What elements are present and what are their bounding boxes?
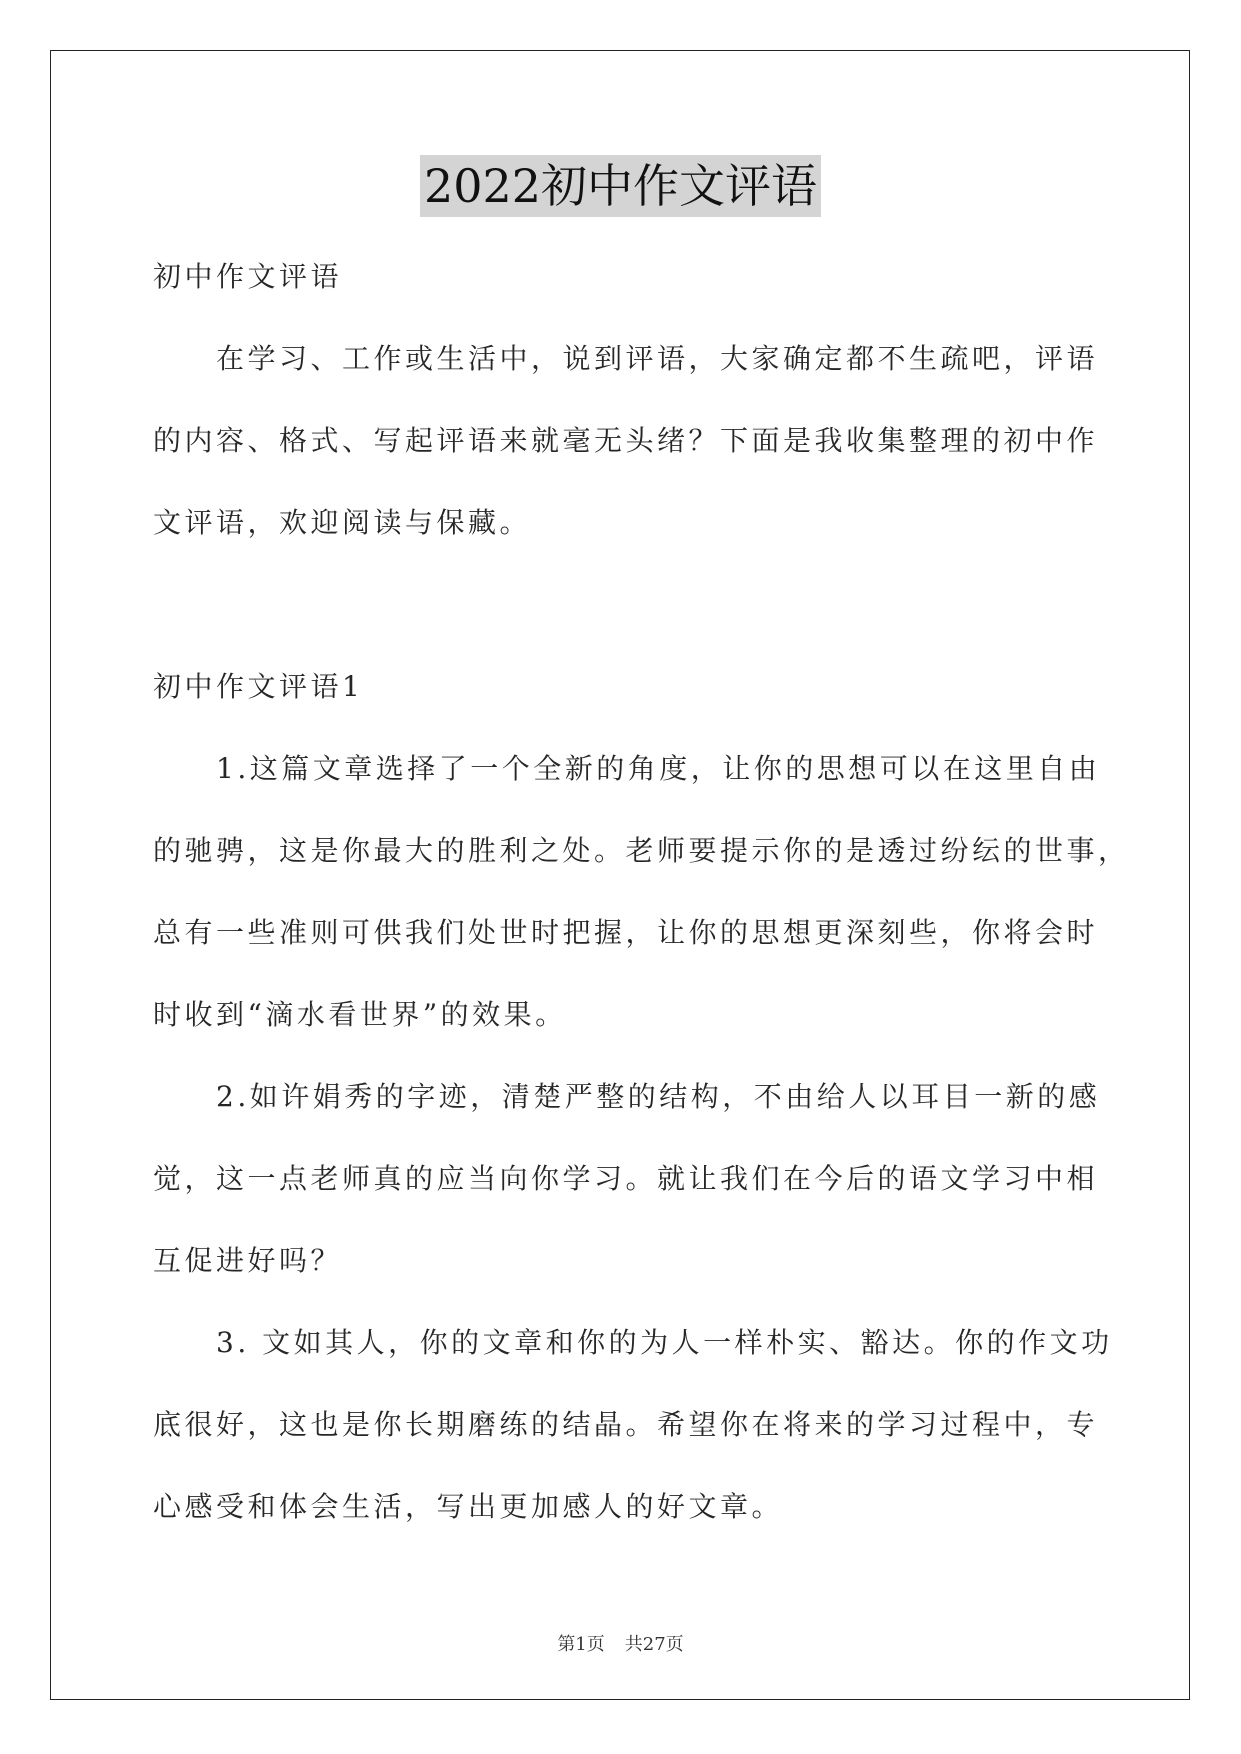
body-line: 互促进好吗？ — [153, 1244, 343, 1277]
body-line: 2.如许娟秀的字迹，清楚严整的结构，不由给人以耳目一新的感 — [153, 1080, 1101, 1113]
section-heading: 初中作文评语1 — [153, 670, 364, 703]
body-line: 的内容、格式、写起评语来就毫无头绪？下面是我收集整理的初中作 — [153, 424, 1099, 457]
page-number: 第1页 — [557, 1634, 605, 1655]
body-line: 文评语，欢迎阅读与保藏。 — [153, 506, 532, 539]
document-body — [153, 236, 1130, 1548]
page-footer — [0, 1630, 1241, 1656]
document-title: 2022初中作文评语 — [420, 155, 821, 217]
body-line: 3. 文如其人，你的文章和你的为人一样朴实、豁达。你的作文功 — [153, 1326, 1113, 1359]
body-line: 时收到“滴水看世界”的效果。 — [153, 998, 567, 1031]
body-line: 的驰骋，这是你最大的胜利之处。老师要提示你的是透过纷纭的世事， — [153, 834, 1130, 867]
title-container — [0, 155, 1241, 217]
page-total: 共27页 — [624, 1634, 684, 1655]
blank-line — [153, 564, 1098, 646]
body-line: 底很好，这也是你长期磨练的结晶。希望你在将来的学习过程中，专 — [153, 1408, 1099, 1441]
body-line: 总有一些准则可供我们处世时把握，让你的思想更深刻些，你将会时 — [153, 916, 1099, 949]
body-line: 1.这篇文章选择了一个全新的角度，让你的思想可以在这里自由 — [153, 752, 1101, 785]
section-heading: 初中作文评语 — [153, 260, 343, 293]
body-line: 觉，这一点老师真的应当向你学习。就让我们在今后的语文学习中相 — [153, 1162, 1099, 1195]
body-line: 在学习、工作或生活中，说到评语，大家确定都不生疏吧，评语 — [153, 342, 1099, 375]
body-line: 心感受和体会生活，写出更加感人的好文章。 — [153, 1490, 784, 1523]
